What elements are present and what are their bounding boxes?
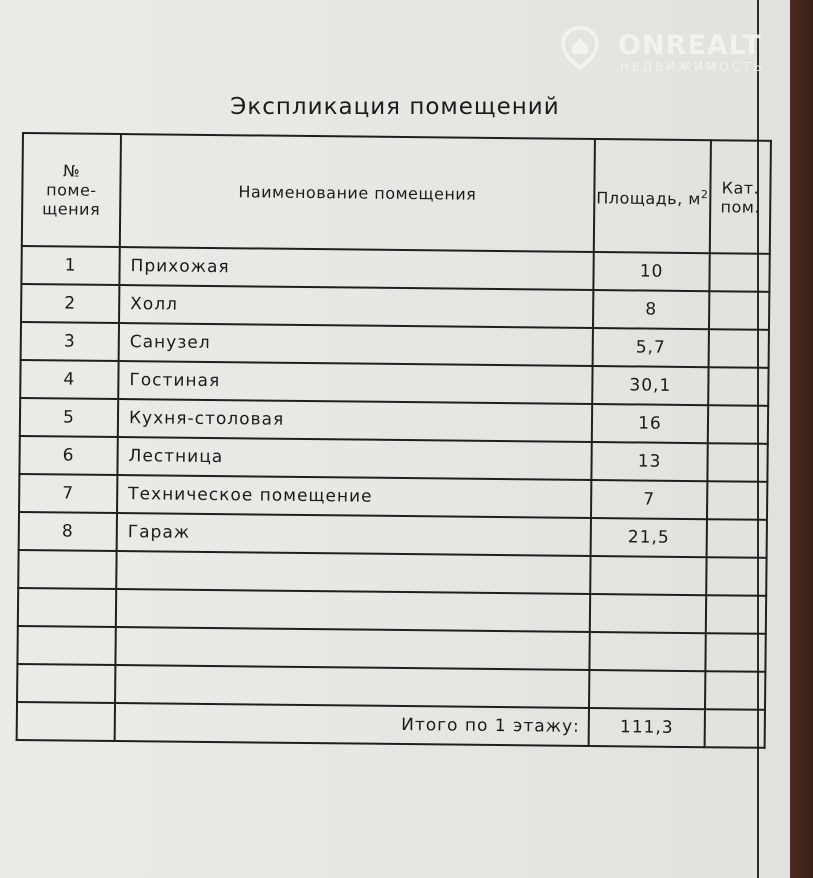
room-number-cell: 5 — [20, 398, 118, 437]
watermark-subtitle: НЕДВИЖИМОСТЬ — [620, 60, 765, 74]
room-category-cell — [706, 595, 766, 634]
room-category-cell — [706, 557, 766, 596]
room-number-cell: 1 — [21, 246, 119, 285]
room-area-cell: 10 — [593, 252, 709, 291]
room-name-cell: Лестница — [117, 437, 591, 480]
table-header-row — [22, 133, 771, 254]
room-area-cell: 8 — [593, 290, 709, 329]
room-area-cell: 13 — [591, 442, 707, 481]
room-area-cell — [589, 670, 705, 709]
total-category-cell — [705, 709, 765, 748]
room-name-cell: Кухня-столовая — [118, 399, 592, 442]
header-room-name: Наименование помещения — [120, 134, 595, 252]
room-area-cell — [590, 594, 706, 633]
room-number-cell: 6 — [19, 436, 117, 475]
document-title: Экспликация помещений — [230, 94, 560, 120]
room-category-cell — [705, 633, 765, 672]
room-name-cell: Гостиная — [118, 361, 592, 404]
watermark — [560, 26, 800, 82]
total-row — [17, 702, 765, 748]
room-name-cell — [116, 589, 590, 632]
room-number-cell — [17, 664, 115, 703]
room-area-cell: 30,1 — [592, 366, 708, 405]
room-number-cell — [18, 588, 116, 627]
room-name-cell — [115, 665, 589, 708]
room-area-cell: 21,5 — [591, 518, 707, 557]
room-name-cell: Санузел — [119, 323, 593, 366]
room-name-cell: Гараж — [117, 513, 591, 556]
room-number-cell: 2 — [21, 284, 119, 323]
room-number-cell: 4 — [20, 360, 118, 399]
room-category-cell — [709, 329, 769, 368]
header-area-unit-power: 2 — [700, 187, 709, 202]
room-category-cell — [707, 481, 767, 520]
room-number-cell: 3 — [21, 322, 119, 361]
rooms-table — [16, 132, 772, 749]
table-surface — [790, 0, 813, 878]
room-area-cell: 5,7 — [593, 328, 709, 367]
room-category-cell — [705, 671, 765, 710]
room-number-cell — [17, 626, 115, 665]
total-value: 111,3 — [589, 708, 705, 747]
room-name-cell — [115, 627, 589, 670]
room-category-cell — [707, 519, 767, 558]
room-name-cell — [116, 551, 590, 594]
watermark-brand: ONREALT — [618, 30, 762, 61]
room-number-cell — [18, 550, 116, 589]
header-area-label: Площадь, м — [596, 188, 702, 209]
location-pin-icon — [560, 26, 600, 70]
header-room-number: № поме- щения — [22, 133, 121, 247]
room-category-cell — [709, 253, 769, 292]
total-empty-cell — [17, 702, 115, 741]
room-area-cell — [589, 632, 705, 671]
header-area — [594, 139, 711, 253]
total-label: Итого по 1 этажу: — [115, 703, 589, 746]
room-number-cell: 8 — [19, 512, 117, 551]
header-category: Кат. пом. — [710, 140, 771, 254]
room-area-cell: 7 — [591, 480, 707, 519]
room-category-cell — [708, 367, 768, 406]
room-number-cell: 7 — [19, 474, 117, 513]
room-name-cell: Прихожая — [119, 247, 593, 290]
room-name-cell: Холл — [119, 285, 593, 328]
room-category-cell — [709, 291, 769, 330]
room-area-cell — [590, 556, 706, 595]
room-category-cell — [707, 443, 767, 482]
room-area-cell: 16 — [592, 404, 708, 443]
room-category-cell — [708, 405, 768, 444]
room-name-cell: Техническое помещение — [117, 475, 591, 518]
